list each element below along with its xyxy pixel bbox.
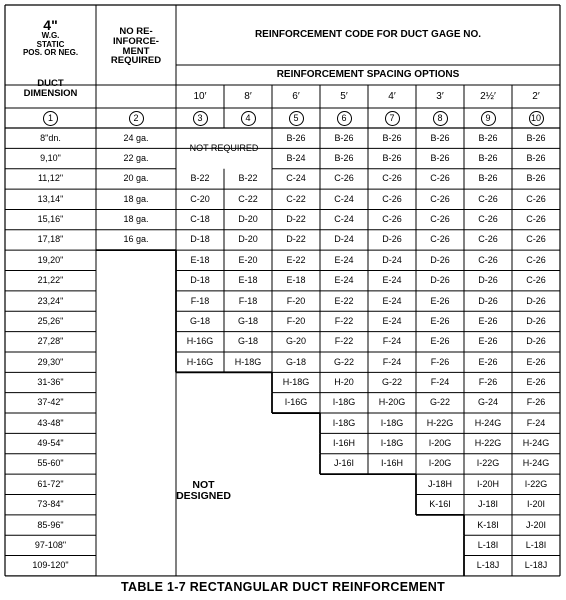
min-gage: 24 ga. [123, 132, 149, 143]
duct-dimension: 109-120" [32, 560, 69, 571]
no-reinforcement-heading-line: MENT [122, 45, 150, 57]
reinforcement-code: H-20 [334, 376, 354, 387]
column-number-badge: 6 [337, 111, 352, 126]
reinforcement-code: D-18 [190, 275, 210, 286]
reinforcement-code: B-26 [334, 132, 354, 143]
column-number-6 [320, 108, 368, 128]
duct-dimension: 29,30" [37, 356, 64, 367]
duct-dimension: 55-60" [37, 458, 64, 469]
reinforcement-code: D-26 [478, 295, 498, 306]
reinforcement-code: B-26 [430, 132, 450, 143]
duct-dimension: 13,14" [37, 193, 64, 204]
reinforcement-code: E-26 [478, 336, 498, 347]
duct-dimension-heading-line: DUCT [37, 78, 64, 90]
spacing-5: 4′ [388, 90, 396, 102]
min-gage: 16 ga. [123, 234, 149, 245]
reinforcement-code: F-20 [286, 295, 306, 306]
reinforcement-code: F-24 [382, 356, 402, 367]
table-caption: TABLE 1-7 RECTANGULAR DUCT REINFORCEMENT [120, 580, 446, 594]
reinforcement-code: F-18 [238, 295, 258, 306]
reinforcement-code: D-26 [430, 275, 450, 286]
duct-dimension: 31-36" [37, 376, 64, 387]
reinforcement-code: E-26 [430, 336, 450, 347]
reinforcement-code: I-16H [332, 438, 355, 449]
reinforcement-code: I-20I [526, 499, 545, 510]
reinforcement-code: H-16G [186, 336, 214, 347]
reinforcement-code: H-16G [186, 356, 214, 367]
reinforcement-code: C-24 [334, 193, 354, 204]
reinforcement-code: C-26 [478, 193, 498, 204]
duct-dimension: 61-72" [37, 478, 64, 489]
reinforcement-code: D-24 [382, 254, 402, 265]
reinforcement-code: J-16I [333, 458, 354, 469]
reinforcement-code: D-26 [478, 275, 498, 286]
reinforcement-code: G-24 [477, 397, 498, 408]
no-reinforcement-heading [111, 27, 161, 67]
no-reinforcement-heading-line: NO RE- [119, 25, 153, 37]
reinforcement-code: D-26 [526, 315, 546, 326]
reinforcement-code: F-18 [190, 295, 210, 306]
not-designed-heading-line: NOT [192, 479, 215, 492]
reinforcement-code: G-18 [237, 336, 258, 347]
reinforcement-code: L-18J [524, 560, 548, 571]
column-number-badge: 8 [433, 111, 448, 126]
code-title: REINFORCEMENT CODE FOR DUCT GAGE NO. [254, 29, 482, 40]
duct-dimension-cell [5, 70, 96, 108]
reinforcement-code: B-26 [286, 132, 306, 143]
reinforcement-code: E-26 [430, 295, 450, 306]
not-designed-heading [176, 480, 231, 502]
reinforcement-code: L-18I [525, 539, 547, 550]
not-designed-label [95, 464, 312, 519]
reinforcement-code: C-26 [382, 193, 402, 204]
duct-dimension: 11,12" [37, 173, 64, 184]
reinforcement-code: I-20G [428, 438, 452, 449]
reinforcement-code: C-22 [286, 193, 306, 204]
reinforcement-code: F-24 [382, 336, 402, 347]
duct-dimension-heading [24, 79, 78, 99]
reinforcement-code: B-26 [526, 132, 546, 143]
reinforcement-code: L-18J [476, 560, 500, 571]
column-number-4 [224, 108, 272, 128]
reinforcement-code: G-20 [285, 336, 306, 347]
reinforcement-code: F-24 [526, 417, 546, 428]
duct-dimension: 97-108" [34, 539, 67, 550]
reinforcement-code: B-22 [190, 173, 210, 184]
pressure-class-line: 4" [43, 16, 58, 33]
reinforcement-code: C-26 [382, 214, 402, 225]
reinforcement-code: C-26 [382, 173, 402, 184]
reinforcement-code: C-24 [286, 173, 306, 184]
spacing-3: 6′ [292, 90, 300, 102]
reinforcement-code: I-18G [332, 397, 356, 408]
min-gage: 18 ga. [123, 214, 149, 225]
column-number-9 [464, 108, 512, 128]
reinforcement-code: E-26 [526, 356, 546, 367]
reinforcement-code: B-26 [478, 132, 498, 143]
reinforcement-code: B-26 [478, 153, 498, 164]
reinforcement-code: G-18 [285, 356, 306, 367]
reinforcement-code: C-26 [478, 254, 498, 265]
min-gage: 18 ga. [123, 193, 149, 204]
reinforcement-code: C-26 [334, 173, 354, 184]
reinforcement-code: I-18G [380, 438, 404, 449]
duct-dimension: 85-96" [37, 519, 64, 530]
reinforcement-code: E-24 [382, 275, 402, 286]
reinforcement-code: I-20G [428, 458, 452, 469]
duct-dimension: 25,26" [37, 315, 64, 326]
reinforcement-code: I-16G [284, 397, 308, 408]
reinforcement-code: E-20 [238, 254, 258, 265]
reinforcement-code: H-22G [474, 438, 502, 449]
column-number-1 [5, 108, 96, 128]
reinforcement-code: E-24 [382, 315, 402, 326]
duct-dimension: 43-48" [37, 417, 64, 428]
duct-dimension: 17,18" [37, 234, 64, 245]
reinforcement-code: J-20I [525, 519, 546, 530]
reinforcement-code: C-26 [478, 234, 498, 245]
spacing-4: 5′ [340, 90, 348, 102]
reinforcement-code: C-26 [430, 193, 450, 204]
reinforcement-code: B-26 [382, 132, 402, 143]
pressure-class-line: STATIC [36, 39, 65, 49]
not-required-label: NOT REQUIRED [189, 142, 259, 153]
reinforcement-code: G-22 [333, 356, 354, 367]
reinforcement-code: I-22G [524, 478, 548, 489]
reinforcement-code: F-26 [430, 356, 450, 367]
reinforcement-code: E-26 [430, 315, 450, 326]
column-number-5 [272, 108, 320, 128]
no-reinforcement-heading-line: INFORCE- [113, 35, 159, 47]
duct-dimension: 23,24" [37, 295, 64, 306]
reinforcement-code: I-20H [476, 478, 499, 489]
reinforcement-code: B-26 [382, 153, 402, 164]
reinforcement-code: D-26 [526, 295, 546, 306]
reinforcement-code: F-22 [334, 315, 354, 326]
reinforcement-code: J-18I [477, 499, 498, 510]
reinforcement-code: B-26 [334, 153, 354, 164]
reinforcement-code: E-26 [478, 356, 498, 367]
duct-dimension: 49-54" [37, 438, 64, 449]
reinforcement-code: D-20 [238, 214, 258, 225]
column-number-badge: 3 [193, 111, 208, 126]
spacing-8: 2′ [532, 90, 540, 102]
reinforcement-code: H-22G [426, 417, 454, 428]
reinforcement-code: B-26 [526, 173, 546, 184]
reinforcement-code: H-24G [522, 438, 550, 449]
column-number-badge: 5 [289, 111, 304, 126]
duct-dimension: 21,22" [37, 275, 64, 286]
reinforcement-code: C-26 [526, 214, 546, 225]
no-reinforcement-heading-line: REQUIRED [110, 55, 162, 67]
column-number-badge: 2 [129, 111, 144, 126]
reinforcement-code: D-26 [430, 254, 450, 265]
column-number-badge: 9 [481, 111, 496, 126]
duct-dimension: 37-42" [37, 397, 64, 408]
reinforcement-code: G-22 [381, 376, 402, 387]
column-number-10 [512, 108, 560, 128]
duct-dimension: 27,28" [37, 336, 64, 347]
reinforcement-code: I-18G [332, 417, 356, 428]
spacing-title: REINFORCEMENT SPACING OPTIONS [276, 69, 460, 80]
reinforcement-code: B-24 [286, 153, 306, 164]
reinforcement-code: F-22 [334, 336, 354, 347]
reinforcement-code: F-26 [526, 397, 546, 408]
spacing-6: 3′ [436, 90, 444, 102]
reinforcement-code: D-26 [382, 234, 402, 245]
reinforcement-code: E-24 [382, 295, 402, 306]
reinforcement-code: C-26 [526, 193, 546, 204]
reinforcement-code: H-20G [378, 397, 406, 408]
spacing-7: 2½′ [480, 90, 496, 102]
reinforcement-code: C-20 [190, 193, 210, 204]
reinforcement-code: I-18G [380, 417, 404, 428]
reinforcement-code: D-24 [334, 234, 354, 245]
reinforcement-code: L-18I [477, 539, 499, 550]
reinforcement-code: E-24 [334, 275, 354, 286]
reinforcement-code: C-26 [430, 234, 450, 245]
reinforcement-code: D-26 [526, 336, 546, 347]
reinforcement-code: I-16H [380, 458, 403, 469]
column-number-7 [368, 108, 416, 128]
reinforcement-code: D-22 [286, 214, 306, 225]
reinforcement-code: G-18 [237, 315, 258, 326]
duct-dimension: 8"dn. [40, 132, 61, 143]
reinforcement-code: C-24 [334, 214, 354, 225]
duct-dimension: 15,16" [37, 214, 64, 225]
reinforcement-code: E-18 [190, 254, 210, 265]
reinforcement-code: B-26 [526, 153, 546, 164]
reinforcement-code: C-26 [526, 275, 546, 286]
reinforcement-code: G-18 [189, 315, 210, 326]
reinforcement-code: H-24G [522, 458, 550, 469]
reinforcement-code: F-26 [478, 376, 498, 387]
reinforcement-code: G-22 [429, 397, 450, 408]
reinforcement-code: C-22 [238, 193, 258, 204]
column-number-3 [176, 108, 224, 128]
min-gage: 22 ga. [123, 153, 149, 164]
reinforcement-code: E-18 [286, 275, 306, 286]
pressure-class [23, 18, 78, 58]
no-reinforcement-cell [96, 5, 176, 88]
spacing-2: 8′ [244, 90, 252, 102]
reinforcement-code: C-26 [430, 173, 450, 184]
min-gage: 20 ga. [123, 173, 149, 184]
reinforcement-code: F-24 [430, 376, 450, 387]
column-number-badge: 4 [241, 111, 256, 126]
reinforcement-code: B-22 [238, 173, 258, 184]
reinforcement-code: D-18 [190, 234, 210, 245]
pressure-class-line: W.G. [41, 31, 60, 41]
column-number-8 [416, 108, 464, 128]
reinforcement-code: H-18G [234, 356, 262, 367]
reinforcement-code: K-16I [429, 499, 451, 510]
reinforcement-code: F-20 [286, 315, 306, 326]
reinforcement-code: E-18 [238, 275, 258, 286]
reinforcement-code: D-20 [238, 234, 258, 245]
reinforcement-code: C-18 [190, 214, 210, 225]
reinforcement-code: H-24G [474, 417, 502, 428]
reinforcement-code: D-22 [286, 234, 306, 245]
reinforcement-code: C-26 [430, 214, 450, 225]
column-number-2 [96, 108, 176, 128]
duct-dimension: 19,20" [37, 254, 64, 265]
reinforcement-code: E-24 [334, 254, 354, 265]
reinforcement-code: I-22G [476, 458, 500, 469]
reinforcement-code: E-22 [286, 254, 306, 265]
duct-dimension: 9,10" [40, 153, 61, 164]
column-number-badge: 1 [43, 111, 58, 126]
reinforcement-code: E-26 [526, 376, 546, 387]
reinforcement-code: K-18I [477, 519, 499, 530]
pressure-class-line: POS. OR NEG. [22, 48, 79, 58]
column-number-badge: 10 [529, 111, 544, 126]
reinforcement-code: B-26 [478, 173, 498, 184]
reinforcement-code: J-18H [427, 478, 452, 489]
duct-dimension-heading-line: DIMENSION [23, 88, 78, 99]
reinforcement-code: E-22 [334, 295, 354, 306]
pressure-class-cell [5, 5, 96, 70]
column-number-badge: 7 [385, 111, 400, 126]
reinforcement-code: H-18G [282, 376, 310, 387]
reinforcement-code: C-26 [526, 234, 546, 245]
reinforcement-code: B-26 [430, 153, 450, 164]
reinforcement-code: C-26 [478, 214, 498, 225]
duct-dimension: 73-84" [37, 499, 64, 510]
reinforcement-code: E-26 [478, 315, 498, 326]
not-designed-heading-line: DESIGNED [176, 490, 231, 503]
reinforcement-code: C-26 [526, 254, 546, 265]
spacing-1: 10′ [193, 90, 207, 102]
